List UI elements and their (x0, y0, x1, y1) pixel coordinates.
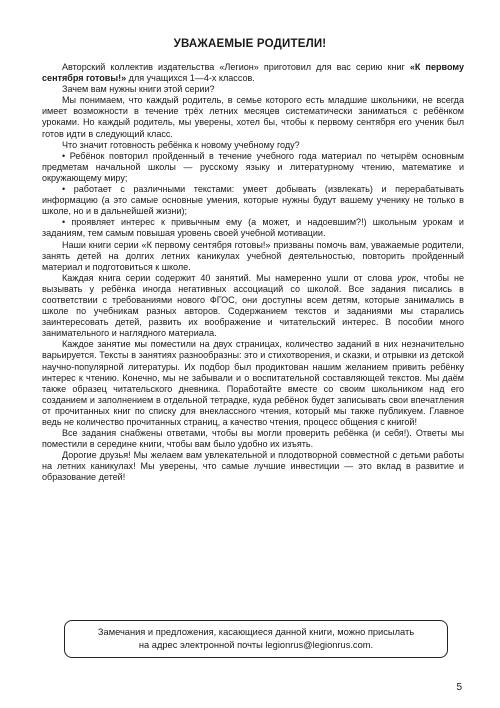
feedback-note-line-1: Замечания и предложения, касающиеся данной книги, можно присылать (97, 627, 415, 637)
intro-pre: Авторский коллектив издательства «Легион» приготовил для вас серию книг (62, 62, 405, 72)
emphasized-word: урок (397, 272, 417, 283)
paragraph-6: Дорогие друзья! Мы желаем вам увлекательной и плодотворной совместной с детьми работы на летних каникулах! Мы уверены, что самые лучшие инвестиции — это вклад в развитие и образование детей! (42, 450, 464, 483)
bullet-item: • проявляет интерес к привычным ему (а может, и надоевшим?!) школьным урокам и заданиям, тем самым повышая уровень своей учебной мотивации. (42, 217, 464, 239)
paragraph-3-pre: Каждая книга серии содержит 40 занятий. Мы намеренно ушли от слова (62, 272, 393, 283)
letter-body (42, 62, 464, 484)
bullet-item: • Ребёнок повторил пройденный в течение учебного года материал по четырём основным предметам начальной школы — русскому языку и литературному чтению, математике и окружающему миру; (42, 150, 464, 183)
paragraph-4: Каждое занятие мы поместили на двух страницах, количество заданий в них незначительно варьируется. Тексты в занятиях разнообразны: это и стихотворения, и сказки, и отрывки из детской научно-популярной литературы. Их подбор был продиктован нашим желанием привить ребёнку интерес к чтению. Конечно, мы не забывали и о воспитательной составляющей текстов. Мы даём также образец читательского дневника. Поработайте вместе со своим школьником над его созданием и заполнением в отдельной тетрадке, куда ребёнок будет записывать свои впечатления от прочитанных книг по списку для внеклассного чтения, который мы также публикуем. Главное ведь не количество прочитанных страниц, а качество чтения, процесс общения с книгой! (42, 339, 464, 427)
bullet-item: • работает с различными текстами: умеет добывать (извлекать) и перерабатывать информацию (а это самые основные умения, которые нужны будут вашему ученику не только в школе, но и в дальнейшей жизни); (42, 184, 464, 217)
paragraph-2: Наши книги серии «К первому сентября готовы!» призваны помочь вам, уважаемые родители, занять детей на долгих летних каникулах учебной деятельностью, повторить пройденный материал и подготовиться к школе. (42, 239, 464, 272)
question-1: Зачем вам нужны книги этой серии? (62, 84, 215, 95)
series-name: «К первому сентября готовы!» (42, 62, 465, 84)
question-2: Что значит готовность ребёнка к новому учебному году? (62, 139, 300, 150)
paragraph-3 (42, 273, 464, 340)
intro-post: для учащихся 1—4-х классов. (128, 73, 255, 84)
page-title: УВАЖАЕМЫЕ РОДИТЕЛИ! (173, 38, 327, 50)
paragraph-5: Все задания снабжены ответами, чтобы вы могли проверить ребёнка (и себя!). Ответы мы поместили в середине книги, чтобы вам было удобно их изъять. (42, 428, 464, 450)
intro-paragraph (42, 62, 464, 84)
feedback-note-line-2: на адрес электронной почты legionrus@legionrus.com. (138, 639, 374, 650)
paragraph-1: Мы понимаем, что каждый родитель, в семье которого есть младшие школьники, не всегда имеет возможности в течение трёх летних месяцев систематически заниматься с ребёнком уроками. Но каждый родитель, мы уверены, хотел бы, чтобы к первому сентября его ученик был готов идти в следующий класс. (42, 95, 464, 139)
feedback-note-box (64, 620, 448, 658)
page-number: 5 (456, 682, 462, 693)
paragraph-3-post: , чтобы не вызывать у ребёнка иногда негативных ассоциаций со школой. Все задания писались в соответствии с требованиями нового ФГОС, они доступны всем детям, которые занимались в школе по учебникам разных авторов. Содержанием текстов и заданиями мы старались заинтересовать детей, развить их воображение и читательский интерес. В пособии много занимательного и наглядного материала. (42, 272, 464, 339)
